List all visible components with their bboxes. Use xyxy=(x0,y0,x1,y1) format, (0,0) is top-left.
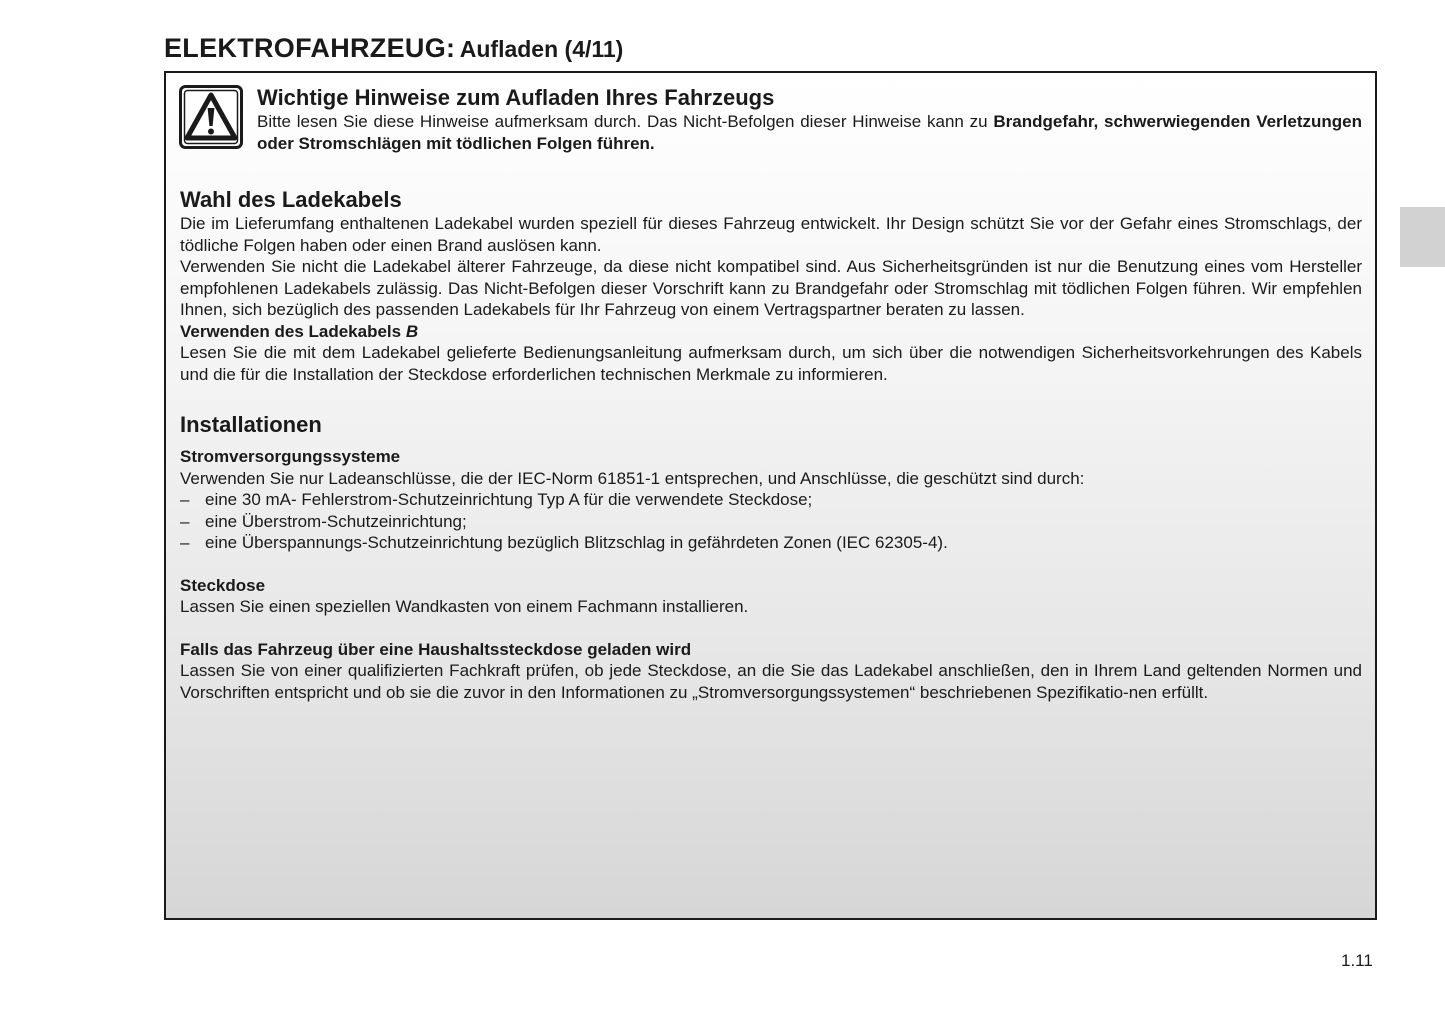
warning-box xyxy=(164,71,1377,920)
section-heading-installationen: Installationen xyxy=(180,412,322,437)
haushalt-text: Lassen Sie von einer qualifizierten Fachkraft prüfen, ob jede Steckdose, an die Sie das Ladekabel anschließen, den in Ihrem Land geltenden Normen und Vorschriften entspricht und ob sie die zuvor in den Informationen zu „Stromversorgungssystemen“ beschriebenen Spezifikatio-nen erfüllt. xyxy=(180,661,1362,702)
list-item-text: eine Überspannungs-Schutzeinrichtung bezüglich Blitzschlag in gefährdeten Zonen (IEC 62305-4). xyxy=(205,533,948,552)
page-number: 1.11 xyxy=(1341,951,1373,970)
warning-triangle-icon xyxy=(179,85,243,149)
strom-intro: Verwenden Sie nur Ladeanschlüsse, die der IEC-Norm 61851-1 entsprechen, und Anschlüsse, die geschützt sind durch: xyxy=(180,468,1085,488)
haushalt-heading: Falls das Fahrzeug über eine Haushaltssteckdose geladen wird xyxy=(180,639,692,659)
list-item xyxy=(180,532,1362,554)
ladekabel-paragraph-3: Lesen Sie die mit dem Ladekabel gelieferte Bedienungsanleitung aufmerksam durch, um sich über die notwendigen Sicherheitsvorkehrungen des Kabels und die für die Installation der Steckdose erforderlichen technischen Merkmale zu informieren. xyxy=(180,343,1362,384)
ladekabel-subheading xyxy=(180,321,1362,343)
list-item xyxy=(180,511,1362,533)
warning-text-normal: Bitte lesen Sie diese Hinweise aufmerksam durch. Das Nicht-Befolgen dieser Hinweise kann zu xyxy=(257,112,994,131)
ladekabel-subheading-letter: B xyxy=(405,321,419,341)
warning-text-bold: Brandgefahr, schwerwiegenden Verletzungen oder Stromschlägen mit tödlichen Folgen führen. xyxy=(257,112,1362,153)
steckdose-heading: Steckdose xyxy=(180,575,266,595)
steckdose-text: Lassen Sie einen speziellen Wandkasten von einem Fachmann installieren. xyxy=(180,597,749,616)
ladekabel-paragraph-1: Die im Lieferumfang enthaltenen Ladekabel wurden speziell für dieses Fahrzeug entwickelt. Ihr Design schützt Sie vor der Gefahr eines Stromschlags, der tödliche Folgen haben oder einen Brand auslösen kann. xyxy=(180,214,1362,255)
warning-intro xyxy=(257,85,1362,154)
side-tab xyxy=(1400,207,1445,267)
section-heading-ladekabel: Wahl des Ladekabels xyxy=(180,187,402,212)
ladekabel-subheading-text: Verwenden des Ladekabels xyxy=(180,321,406,341)
list-item xyxy=(180,489,1362,511)
page-title-sub: Aufladen (4/11) xyxy=(459,36,624,62)
page-title-main: ELEKTROFAHRZEUG: xyxy=(164,33,456,63)
dash-mark: – xyxy=(180,533,190,552)
page-title xyxy=(164,32,623,69)
dash-mark: – xyxy=(180,511,190,531)
warning-content xyxy=(180,187,1362,703)
list-item-text: eine Überstrom-Schutzeinrichtung; xyxy=(205,511,467,531)
dash-mark: – xyxy=(180,490,190,509)
warning-text xyxy=(257,111,1362,154)
strom-heading: Stromversorgungssysteme xyxy=(180,447,401,466)
strom-list xyxy=(180,489,1362,554)
ladekabel-paragraph-2: Verwenden Sie nicht die Ladekabel älterer Fahrzeuge, da diese nicht kompatibel sind. Aus Sicherheitsgründen ist nur die Benutzung eines vom Hersteller empfohlenen Ladekabels zulässig. Das Nicht-Befolgen dieser Vorschrift kann zu Brandgefahr oder Stromschlag mit tödlichen Folgen führen. Wir empfehlen Ihnen, sich bezüglich des passenden Ladekabels für Ihr Fahrzeug von einem Vertragspartner beraten zu lassen. xyxy=(180,257,1362,319)
list-item-text: eine 30 mA- Fehlerstrom-Schutzeinrichtung Typ A für die verwendete Steckdose; xyxy=(205,490,813,509)
warning-heading: Wichtige Hinweise zum Aufladen Ihres Fahrzeugs xyxy=(257,85,775,110)
